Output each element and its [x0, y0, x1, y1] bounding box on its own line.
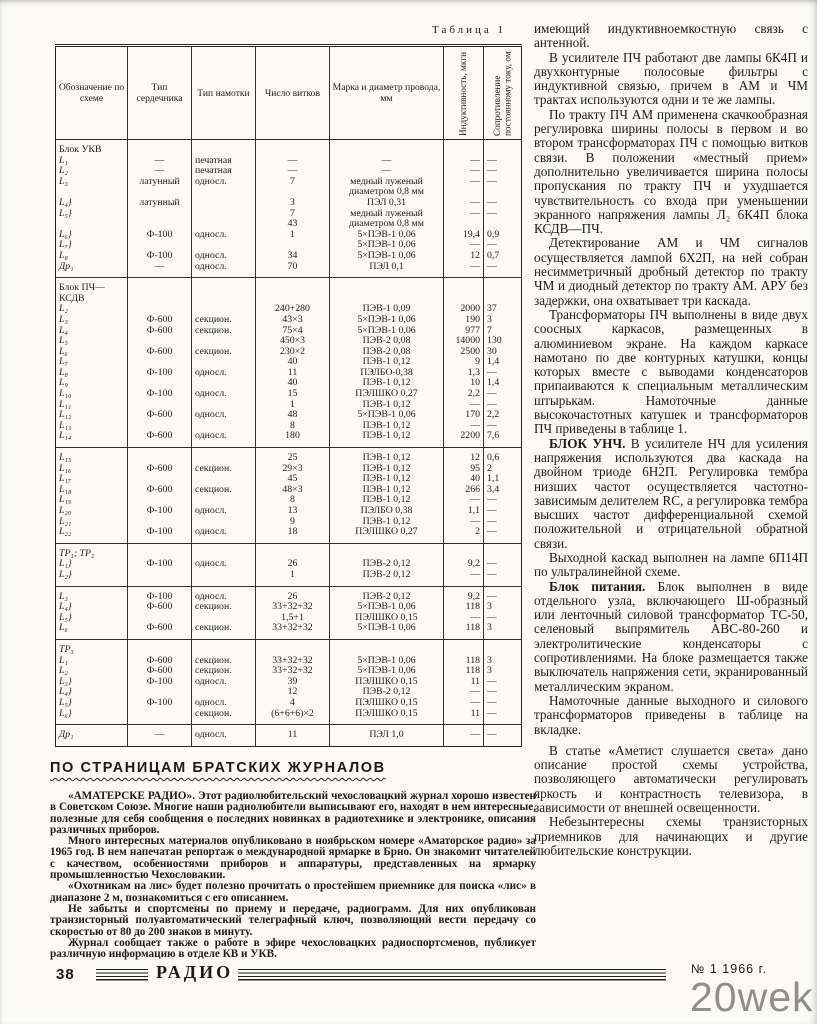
paragraph-lead: БЛОК УНЧ.: [549, 435, 631, 451]
column-header: Индуктивность, мкгн: [444, 46, 484, 140]
paragraph: Трансформаторы ПЧ выполнены в виде двух соосных каркасов, размещенных в алюминиевом экране. На каждом каркасе намотано по две контурных катушки, концы которых вместе с выводами конденсаторов припаиваются к специальным металлическим штырькам. Намоточные данные высокочастотных катушек и трансформаторов ПЧ приведены в таблице 1.: [534, 306, 808, 437]
paragraph: Намоточные данные выходного и силового трансформаторов приведены в таблице на вкладке.: [534, 692, 808, 737]
table-row: L₂₀ Ф-100 односл. 13 ПЭЛБО 0,38 1,1 —: [56, 506, 522, 517]
table-row: L₁ — печатная — — — —: [56, 156, 522, 167]
table-row: ТР₃: [56, 639, 522, 655]
table-row: L₄} 12 ПЭВ-2 0,12 — —: [56, 687, 522, 698]
table-row: L₂₁ 9 ПЭВ-1 0,12 — —: [56, 517, 522, 528]
header-row: [56, 46, 522, 140]
table-row: L₁₇ 45 ПЭВ-1 0,12 40 1,1: [56, 474, 522, 485]
table-row: L₆ Ф-600 секцион. 230×2 ПЭВ-2 0,08 2500 30: [56, 347, 522, 358]
table-caption: Таблица 1: [432, 24, 507, 36]
watermark: 20wek: [690, 974, 814, 1020]
paragraph-lead: «АМАТЕРСКЕ РАДИО».: [68, 790, 198, 802]
bottom-section: [50, 760, 536, 960]
paragraph: Много интересных материалов опубликовано в ноябрьском номере «Аматорское радио» за 1965 год. В нем напечатан репортаж о международной ярмарке в Брно. Он знакомит читателей с качеством, особенностями приборов и аппаратуры, представленных на ярмарку промышленностью Чехословакии.: [50, 835, 536, 882]
table-row: L₁ Ф-600 секцион. 33+32+32 5×ПЭВ-1 0,06 118 3: [56, 656, 522, 667]
winding-table-region: [55, 44, 521, 747]
paragraph: В усилителе ПЧ работают две лампы 6К4П и двухконтурные полосовые фильтры с индуктивной связью, причем в АМ и ЧМ трактах используются одни и те же лампы.: [534, 49, 808, 108]
table-row: Др₁ — односл. 11 ПЭЛ 1,0 — —: [56, 725, 522, 747]
section-heading-text: ПО СТРАНИЦАМ БРАТСКИХ ЖУРНАЛОВ: [50, 760, 386, 776]
table-row: L₆} Ф-100 односл. 1 5×ПЭВ-1 0,06 19,4 0,9: [56, 230, 522, 241]
column-header: Число витков: [256, 46, 330, 140]
table-row: L₁₆ Ф-600 секцион. 29×3 ПЭВ-1 0,12 95 2: [56, 464, 522, 475]
table-row: L₄} латунный 3 ПЭЛ 0,31 — —: [56, 198, 522, 209]
table-row: L₈ Ф-100 односл. 34 5×ПЭВ-1 0,06 12 0,7: [56, 251, 522, 262]
paragraph: В статье «Аметист слушается света» дано описание простой схемы устройства, позволяющего автоматически регулировать яркость и контрастность телевизора, в зависимости от внешней освещенности.: [534, 742, 808, 816]
section-heading: [50, 760, 536, 776]
table-row: L₁₄ Ф-600 односл. 180 ПЭВ-1 0,12 2200 7,6: [56, 431, 522, 447]
column-header: Тип намотки: [192, 46, 256, 140]
table-row: L₈ Ф-100 односл. 11 ПЭЛБО-0,38 1,3 —: [56, 368, 522, 379]
table-row: L₃} Ф-100 односл. 39 ПЭЛШКО 0,15 11 —: [56, 677, 522, 688]
paragraph: «Охотникам на лис» будет полезно прочитать о простейшем приемнике для поиска «лис» в диапазоне 2 м, познакомиться с его описанием.: [50, 880, 536, 904]
column-header: Марка и диаметр провода, мм: [330, 46, 444, 140]
paragraph: имеющий индуктивноемкостную связь с антенной.: [534, 21, 808, 51]
footer-rule-left: [96, 969, 148, 982]
table-row: L₄ Ф-600 секцион. 75×4 5×ПЭВ-1 0,06 977 7: [56, 326, 522, 337]
paragraph: Блок питания. Блок выполнен в виде отдельного узла, включающего Ш-образный или ленточный силовой трансформатор ТС-50, селеновый выпрямитель АВС-80-260 и электролитические конденсаторы с сопротивлениями. На блоке размещается также выключатель напряжения сети, экранированный металлическим экраном.: [534, 578, 808, 694]
column-header: Обозначение по схеме: [56, 46, 128, 140]
paragraph: БЛОК УНЧ. В усилителе НЧ для усиления напряжения используются два каскада на двойном триоде 6Н2П. Регулировка тембра низших частот осуществляется частотно-зависимым делителем RC, а регулировка тембра высших частот дифференциальной схемой положительной и отрицательной обратной связи.: [534, 435, 808, 551]
table-row: L₁₀ Ф-100 односл. 15 ПЭЛШКО 0,27 2,2 —: [56, 389, 522, 400]
paragraph: По тракту ПЧ АМ применена скачкообразная регулировка ширины полосы в первом и во втором трансформаторах ПЧ с помощью витков связи. В положении «местный прием» дополнительно увеличивается ширина полосы пропускания по тракту ПЧ и ухудшается чувствительность со входа при уменьшении экранного напряжения лампы Л₂ 6К4П блока КСДВ—ПЧ.: [534, 106, 808, 237]
table-row: L₁₈ Ф-600 секцион. 48×3 ПЭВ-1 0,12 266 3,4: [56, 485, 522, 496]
table-row: диаметром 0,8 мм: [56, 187, 522, 198]
table-row: L₃ Ф-600 секцион. 43×3 5×ПЭВ-1 0,06 190 3: [56, 315, 522, 326]
table-row: L₂ 240+280 ПЭВ-1 0,09 2000 37: [56, 304, 522, 315]
magazine-logo: РАДИО: [156, 962, 234, 982]
column-header: Тип сердечника: [128, 46, 192, 140]
issue-label: № 1 1966 г.: [691, 962, 768, 976]
table-row: L₁} Ф-100 односл. 26 ПЭВ-2 0,12 9,2 —: [56, 559, 522, 570]
table-row: L₁₂ Ф-600 односл. 48 5×ПЭВ-1 0,06 170 2,2: [56, 410, 522, 421]
bottom-paragraphs: [50, 791, 536, 960]
paragraph: «АМАТЕРСКЕ РАДИО». Этот радиолюбительский чехословацкий журнал хорошо известен в Советском Союзе. Многие наши радиолюбители выписывают его, находят в нем интересные, полезные для себя сообщения о последних новинках в радиотехнике и электронике, описания различных приборов.: [50, 790, 536, 836]
paragraph: Небезынтересны схемы транзисторных приемников для начинающих и другие любительские конструкции.: [534, 814, 808, 858]
paragraph-lead: Блок питания.: [549, 578, 658, 594]
table-row: L₉ 40 ПЭВ-1 0,12 10 1,4: [56, 378, 522, 389]
table-row: 43 диаметром 0,8 мм: [56, 219, 522, 230]
footer-rule-right: [238, 969, 666, 982]
table-row: L₄} Ф-600 секцион. 33+32+32 5×ПЭВ-1 0,06 118 3: [56, 602, 522, 613]
column-header: Сопротивление постоянному току, ом: [484, 46, 522, 140]
table-row: L₂ Ф-600 секцион. 33+32+32 5×ПЭВ-1 0,06 118 3: [56, 666, 522, 677]
article-column: [534, 22, 808, 858]
table-row: L₅} 1,5+1 ПЭЛШКО 0,15 — —: [56, 613, 522, 624]
table-row: ТР₁; ТР₂: [56, 543, 522, 559]
table-row: L₅} 7 медный луженый — —: [56, 209, 522, 220]
table-row: Блок УКВ: [56, 140, 522, 156]
table-row: L₃ латунный односл. 7 медный луженый — —: [56, 177, 522, 188]
paragraph: Журнал сообщает также о работе в эфире чехословацких радиоспортсменов, публикует различную информацию в отделе КВ и УКВ.: [50, 936, 536, 961]
table-row: L₃ Ф-100 односл. 26 ПЭВ-2 0,12 9,2 —: [56, 586, 522, 602]
table-row: L₂₂ Ф-100 односл. 18 ПЭЛШКО 0,27 2 —: [56, 527, 522, 543]
page-number: 38: [56, 966, 75, 983]
table-row: L₁₉ 8 ПЭВ-1 0,12 — —: [56, 495, 522, 506]
table-row: L₅ 450×3 ПЭВ-2 0,08 14000 130: [56, 336, 522, 347]
table-row: Блок ПЧ—: [56, 278, 522, 294]
table-row: L₂} 1 ПЭВ-2 0,12 — —: [56, 570, 522, 586]
paragraph: Детектирование АМ и ЧМ сигналов осуществляется лампой 6Х2П, на ней собран несимметричный дробный детектор по тракту ЧМ и диодный детектор по тракту АМ. АРУ без задержки, она охватывает три каскада.: [534, 235, 808, 308]
table-row: L₇} 5×ПЭВ-1 0,06 — —: [56, 240, 522, 251]
paragraph: Выходной каскад выполнен на лампе 6П14П по ультралинейной схеме.: [534, 549, 808, 580]
table-row: L₁₅ 25 ПЭВ-1 0,12 12 0,6: [56, 448, 522, 464]
winding-data-table: [55, 44, 522, 747]
table-row: L₆ Ф-600 секцион. 33+32+32 5×ПЭВ-1 0,06 118 3: [56, 623, 522, 639]
table-row: L₆} секцион. (6+6+6)×2 ПЭЛШКО 0,15 11 —: [56, 709, 522, 725]
table-row: L₇ 40 ПЭВ-1 0,12 9 1,4: [56, 357, 522, 368]
table-row: L₂ — печатная — — — —: [56, 166, 522, 177]
table-row: L₁₃ 8 ПЭВ-1 0,12 — —: [56, 421, 522, 432]
table-row: L₅} Ф-100 односл. 4 ПЭЛШКО 0,15 — —: [56, 698, 522, 709]
paragraph: Не забыты и спортсмены по приему и передаче, радиограмм. Для них опубликован транзисторный полуавтоматический телеграфный ключ, позволяющий вести передачу со скоростью от 80 до 200 знаков в минуту.: [50, 902, 536, 938]
table-row: Др₁ — односл. 70 ПЭЛ 0,1 — —: [56, 262, 522, 278]
table-row: КСДВ: [56, 294, 522, 305]
table-row: L₁₁ 1 ПЭВ-1 0,12 — —: [56, 400, 522, 411]
